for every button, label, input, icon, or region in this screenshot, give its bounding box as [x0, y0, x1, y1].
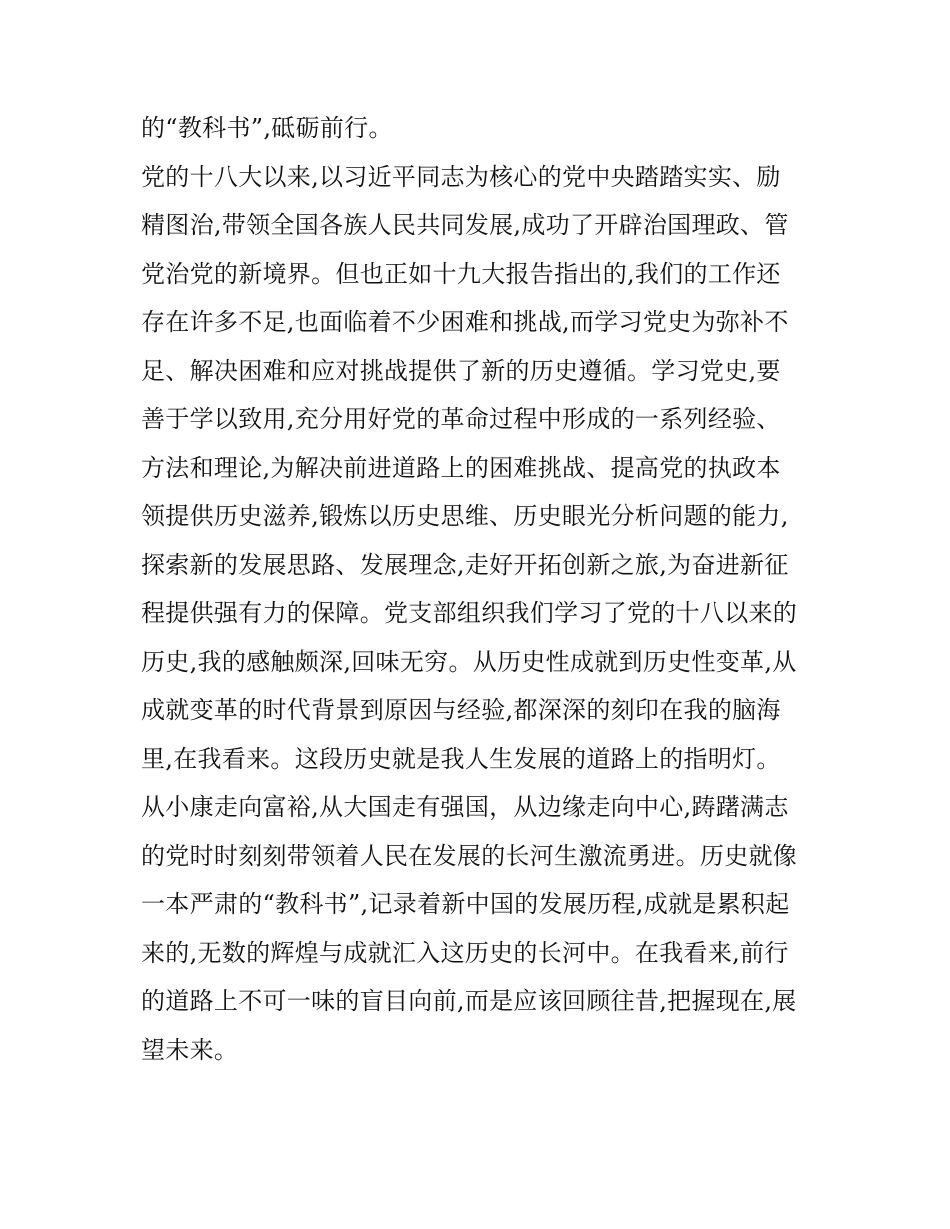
text-line: 里,在我看来。这段历史就是我人生发展的道路上的指明灯。 [141, 744, 781, 773]
text-line: 的道路上不可一味的盲目向前,而是应该回顾往昔,把握现在,展 [141, 987, 797, 1015]
text-line: 党治党的新境界。但也正如十九大报告指出的,我们的工作还 [141, 259, 781, 288]
text-line: 党的十八大以来,以习近平同志为核心的党中央踏踏实实、励 [141, 162, 781, 191]
text-line: 程提供强有力的保障。党支部组织我们学习了党的十八以来的 [141, 599, 798, 627]
text-line: 历史,我的感触颇深,回味无穷。从历史性成就到历史性变革,从 [141, 647, 797, 676]
text-line: 来的,无数的辉煌与成就汇入这历史的长河中。在我看来,前行 [141, 938, 789, 967]
text-line: 一本严肃的“教科书”,记录着新中国的发展历程,成就是累积起 [141, 890, 790, 918]
text-line: 望未来。 [141, 1035, 239, 1064]
text-line: 足、解决困难和应对挑战提供了新的历史遵循。学习党史,要 [141, 356, 781, 385]
body-text [141, 104, 841, 1074]
text-line: 领提供历史滋养,锻炼以历史思维、历史眼光分析问题的能力, [141, 502, 789, 530]
text-line: 从小康走向富裕,从大国走有强国，从边缘走向中心,踌躇满志 [141, 793, 789, 821]
text-line: 探索新的发展思路、发展理念,走好开拓创新之旅,为奋进新征 [141, 550, 789, 579]
text-line: 存在许多不足,也面临着不少困难和挑战,而学习党史为弥补不 [141, 308, 789, 336]
text-line: 善于学以致用,充分用好党的革命过程中形成的一系列经验、 [141, 405, 781, 433]
text-line: 的党时时刻刻带领着人民在发展的长河生激流勇进。历史就像 [141, 841, 798, 870]
text-line: 方法和理论,为解决前进道路上的困难挑战、提高党的执政本 [141, 453, 781, 482]
text-line: 的“教科书”,砥砺前行。 [141, 114, 393, 142]
text-line: 成就变革的时代背景到原因与经验,都深深的刻印在我的脑海 [141, 696, 781, 724]
text-line: 精图治,带领全国各族人民共同发展,成功了开辟治国理政、管 [141, 211, 789, 239]
